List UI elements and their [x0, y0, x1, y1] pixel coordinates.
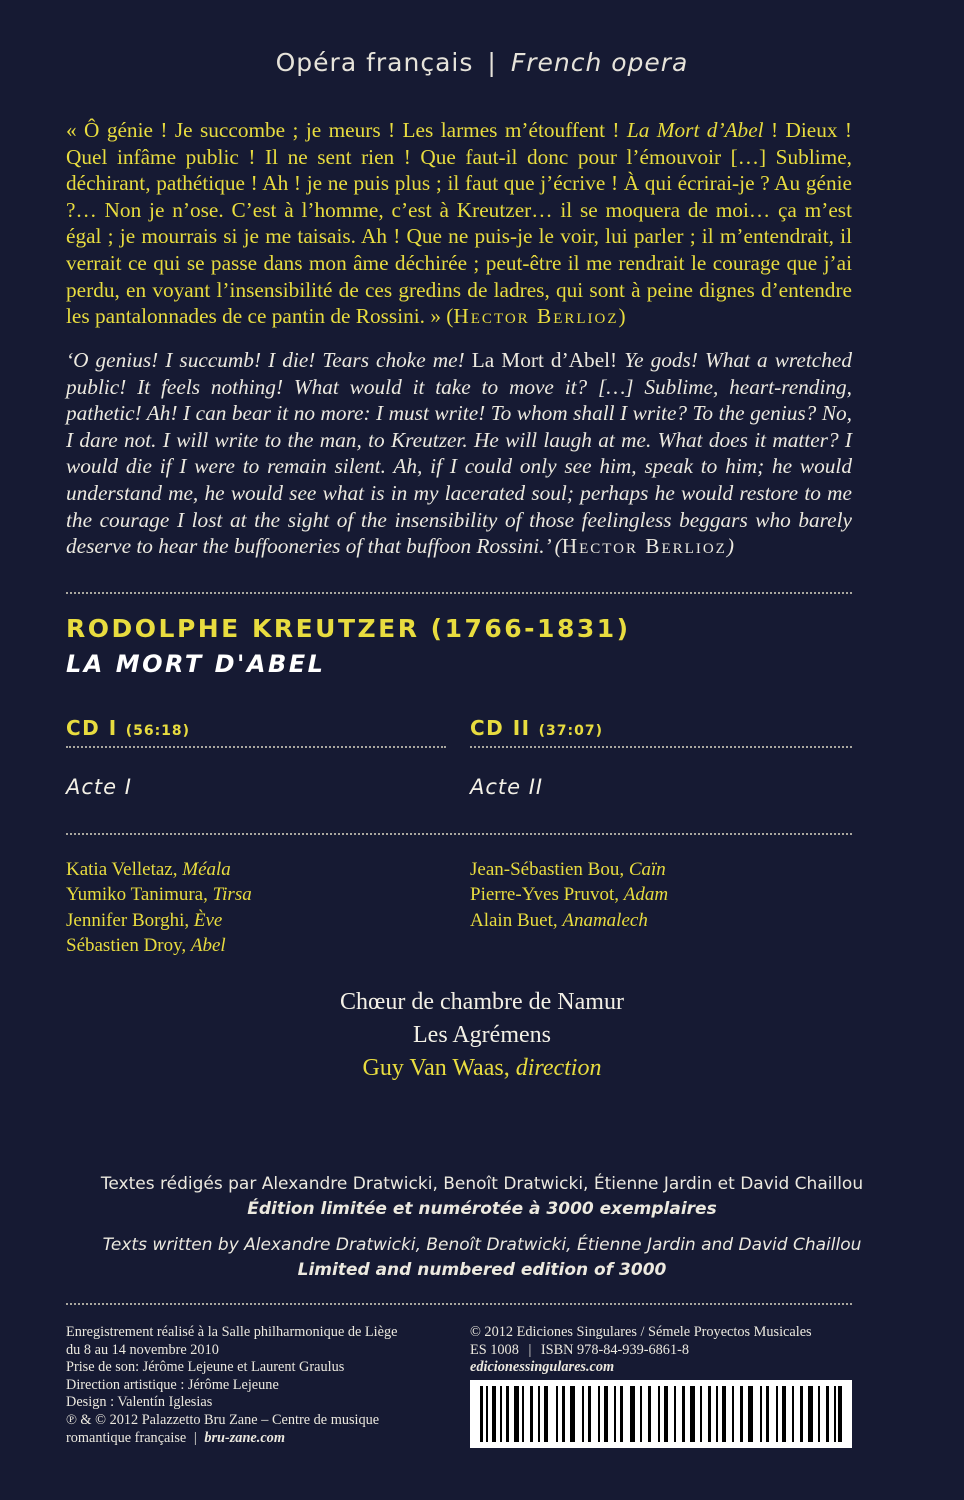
cast-member [470, 857, 668, 882]
label-copyright: © 2012 Ediciones Singulares / Sémele Proyectos Musicales [470, 1324, 812, 1340]
barcode [470, 1380, 852, 1448]
cd1-label: CD I [66, 716, 118, 740]
production-line: Prise de son: Jérôme Lejeune et Laurent Graulus [66, 1359, 345, 1376]
quote-fr-text-2: ! Dieux ! Quel infâme public ! Il ne sent rien ! Que faut-il donc pour l’émouvoir […] Sublime, déchirant, pathétique ! Ah ! je ne puis plus ; il faut que j’écrive ! À qui écrirai-je ? Au génie ?… Non je n’ose. C’est à l’homme, c’est à Kreutzer… il se moquera de moi… ça m’est égal ; je mourrais si je me taisais. Ah ! Que ne puis-je le voir, lui parler ; il m’entendrait, il verrait ce qui se passe dans mon âme déchirée ; peut-être il me rendrait le courage que j’ai perdu, en voyant l’insensibilité de ces gredins de ladres, qui sont à peine dignes d’entendre les pantalonnades de ce pantin de Rossini. » ( [66, 118, 852, 329]
cd2-heading [470, 716, 603, 740]
catalog-line [470, 1342, 860, 1360]
quote-fr-close: ) [618, 304, 626, 329]
singer-name: Jennifer Borghi, [66, 909, 190, 931]
singer-name: Pierre-Yves Pruvot, [470, 884, 620, 906]
ensemble-block [0, 986, 964, 1085]
singer-name: Alain Buet, [470, 909, 558, 931]
quote-fr-text: « Ô génie ! Je succombe ; je meurs ! Les larmes m’étouffent ! [66, 118, 627, 142]
production-credits [66, 1324, 456, 1447]
production-text: romantique française [66, 1429, 187, 1446]
separator: | [193, 1429, 197, 1446]
singer-name: Katia Velletaz, [66, 859, 178, 880]
singer-name: Jean-Sébastien Bou, [470, 859, 625, 880]
isbn: ISBN 978-84-939-6861-8 [540, 1341, 690, 1358]
cd1-cast [66, 857, 252, 958]
quote-en-author: Hector Berlioz [561, 534, 727, 559]
cast-member [66, 882, 252, 907]
cd1-heading [66, 716, 190, 740]
divider [66, 1303, 852, 1305]
cd2-duration: (37:07) [538, 723, 603, 739]
cast-member [66, 857, 252, 882]
cast-member [470, 908, 668, 933]
quote-french [66, 117, 852, 330]
cast-member [66, 933, 252, 958]
production-line: Enregistrement réalisé à la Salle philharmonique de Liège [66, 1324, 398, 1340]
divider [66, 833, 852, 835]
cast-member [470, 882, 668, 907]
production-line [66, 1430, 456, 1448]
catalog-number: ES 1008 [470, 1341, 519, 1358]
header-en: French opera [510, 48, 689, 77]
quote-en-title: La Mort d’Abel! [471, 348, 618, 372]
bru-zane-link[interactable]: bru-zane.com [204, 1429, 285, 1446]
singer-name: Yumiko Tanimura, [66, 884, 208, 906]
credits-texts-fr: Textes rédigés par Alexandre Dratwicki, Benoît Dratwicki, Étienne Jardin et David Chaillou [100, 1174, 864, 1194]
series-header [0, 48, 964, 77]
quote-fr-author: Hector Berlioz [453, 304, 619, 329]
choir-name: Chœur de chambre de Namur [340, 989, 624, 1015]
cd2-label: CD II [470, 716, 531, 740]
barcode-icon [470, 1380, 852, 1448]
divider [66, 592, 852, 594]
cd1-act: Acte I [66, 775, 132, 799]
singer-role: Tirsa [212, 884, 252, 906]
conductor-role: direction [515, 1055, 602, 1081]
header-separator: | [487, 48, 497, 77]
label-website-link[interactable]: edicionessingulares.com [470, 1359, 615, 1376]
separator: | [528, 1341, 532, 1358]
singer-role: Caïn [628, 859, 666, 880]
orchestra-name: Les Agrémens [413, 1022, 551, 1048]
divider [470, 746, 852, 748]
quote-fr-title: La Mort d’Abel [626, 118, 764, 142]
quote-en-close: ) [726, 534, 734, 559]
quote-en-text-2: Ye gods! What a wretched public! It feels nothing! What would it take to move it? […] Sublime, heart-rending, pathetic! Ah! I can bear it no more: I must write! To whom shall I write? To the genius? No, I dare not. I will write to the man, to Kreutzer. He will laugh at me. What does it matter? I would die if I were to remain silent. Ah, if I could only see him, speak to him; he would understand me, he would see what is in my lacerated soul; perhaps he would restore to me the courage I lost at the sight of the insensibility of those feelingless beggars who barely deserve to hear the buffooneries of that buffoon Rossini.’ ( [66, 348, 852, 559]
composer-title: RODOLPHE KREUTZER (1766-1831) [66, 614, 631, 643]
singer-role: Méala [182, 859, 231, 880]
singer-role: Adam [623, 884, 669, 906]
cd2-cast [470, 857, 668, 933]
conductor-name: Guy Van Waas, [362, 1055, 510, 1081]
credits-texts-en: Texts written by Alexandre Dratwicki, Benoît Dratwicki, Étienne Jardin and David Chaillou [102, 1235, 862, 1255]
production-line: Direction artistique : Jérôme Lejeune [66, 1376, 279, 1393]
cd2-act: Acte II [470, 775, 544, 799]
singer-role: Anamalech [562, 909, 648, 931]
quote-en-text: ‘O genius! I succumb! I die! Tears choke me! [66, 348, 472, 372]
singer-role: Ève [193, 909, 223, 931]
header-fr: Opéra français [275, 48, 474, 77]
production-line: du 8 au 14 novembre 2010 [66, 1341, 219, 1358]
credits-edition-en: Limited and numbered edition of 3000 [297, 1260, 667, 1280]
production-line: Design : Valentín Iglesias [66, 1394, 213, 1411]
quote-english [66, 347, 852, 560]
singer-name: Sébastien Droy, [66, 934, 187, 956]
singer-role: Abel [190, 934, 226, 956]
divider [66, 746, 446, 748]
cast-member [66, 908, 252, 933]
work-title: LA MORT D'ABEL [66, 650, 326, 678]
label-credits [470, 1324, 860, 1377]
cd1-duration: (56:18) [125, 723, 191, 739]
credits-edition-fr: Édition limitée et numérotée à 3000 exemplaires [247, 1199, 717, 1219]
conductor [0, 1052, 964, 1085]
production-line: ℗ & © 2012 Palazzetto Bru Zane – Centre de musique [66, 1411, 380, 1428]
